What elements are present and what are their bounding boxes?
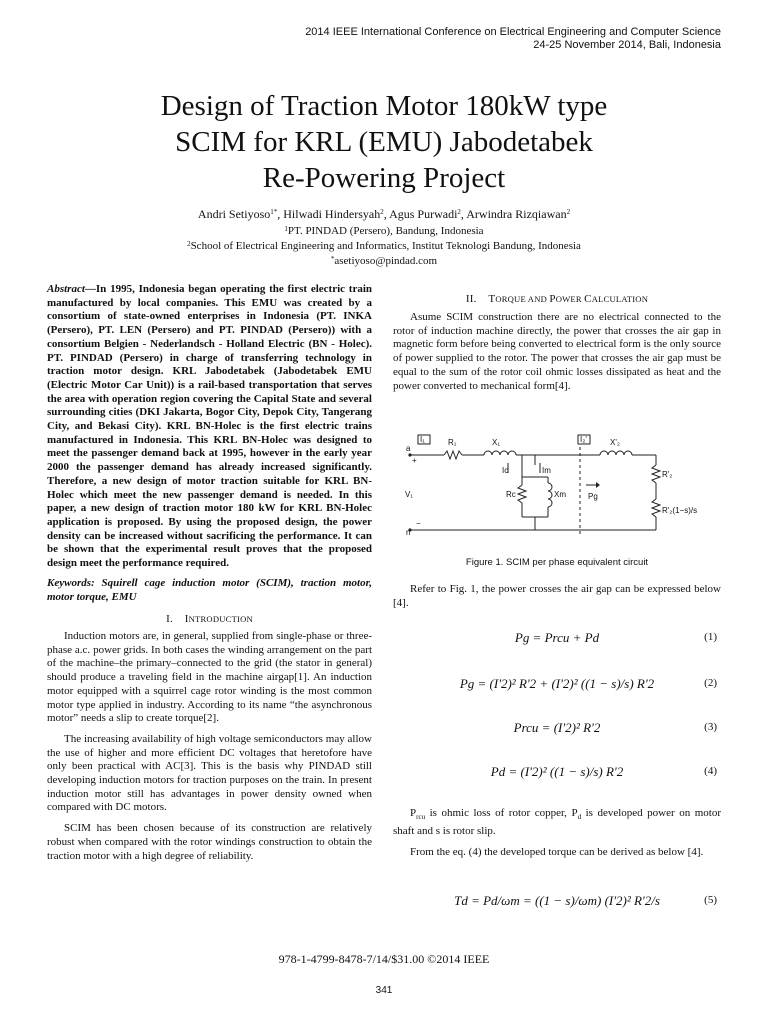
author: Hilwadi Hindersyah$^2$ [283, 207, 384, 221]
equation-2 [393, 672, 721, 698]
paragraph: SCIM has been chosen because of its construction are relatively robust when compared with the rotor windings construction to obtain the traction motor with a high degree of reliability. [47, 822, 372, 862]
r1-label: R₁ [448, 438, 457, 447]
r2-load-label: R'₂(1−s)/s [662, 506, 698, 515]
i1-label: I₁ [420, 435, 425, 444]
xm-label: Xm [554, 490, 566, 499]
equation-number: (4) [704, 765, 717, 777]
author: Andri Setiyoso$^{1*}$ [197, 207, 278, 221]
author-list: Andri Setiyoso$^{1*}$, Hilwadi Hindersyah$^2$, Agus Purwadi$^2$, Arwindra Rizqiawan$^2$ [197, 207, 571, 221]
author: Arwindra Rizqiawan$^2$ [466, 207, 571, 221]
node-n-label: n [406, 528, 411, 537]
plus-label: + [412, 456, 417, 465]
paper-title [60, 88, 708, 196]
conference-name: 2014 IEEE International Conference on Electrical Engineering and Computer Science [305, 26, 721, 38]
paragraph: Induction motors are, in general, supplied from single-phase or three-phase a.c. power grids. In both cases the winding arrangement on the part of the machine–the primary–connected to the grid (the stator in general) should produce a traveling field in the machine airgap[1]. An induction motor equipped with a squirrel cage rotor winding is the most common motor type applied in industry. According to its name “the asynchronous motor” needs a slip to create torque[2]. [47, 630, 372, 725]
equation-4 [393, 760, 721, 786]
equation-text: Pg = Prcu + Pd [514, 630, 600, 645]
section2-paragraph-2: Refer to Fig. 1, the power crosses the air gap can be expressed below [4]. [393, 583, 721, 609]
section2-paragraph-3: $P_{rcu}$ is ohmic loss of rotor copper, $P_d$ is developed power on motor shaft and s is rotor slip. From the eq. (4) the developed torque can be derived as below [4]. [393, 807, 721, 858]
ic-label: Ic [502, 466, 509, 475]
equation-text: Td = Pd/ωm = ((1 − s)/ωm) (I'2)² R'2/s [454, 893, 660, 908]
x1-label: X₁ [492, 438, 501, 447]
equation-1 [393, 626, 721, 652]
abstract-text: —In 1995, Indonesia began operating the first electric train manufactured by local companies. This EMU was created by a consortium of state-owned enterprises in Indonesia (PT. INKA (Persero), PT. LEN (Persero) and PT. PINDAD (Persero)) with a consortium Belgien - Nederlandsch - Holland Electric (BN - Holec). PT. PINDAD (Persero) in charge of transferring technology in traction motor design. KRL Jabodetabek (Jabodetabek EMU (Electric Motor Car Unit)) is a rail-based transportation that serves the area with operation region covering the Capital State and several surrounding cities (DKI Jakarta, Bogor City, Depok City, Tangerang City, and Bekasi City). KRL BN-Holec is the first electric trains manufactured in Indonesia. This KRL BN-Holec was designed to meet the passenger demand back at 1995, however in the early year 2000 the passenger demand has already increased significantly. Therefore, a new design of motor traction suitable for KRL BN-Holec which meet the new passenger demand is needed. In this paper, a new design of traction motor 180 kW for KRL BN-Holec application is proposed. By using the proposed design, the power density can be increased without sacrificing the performance. It can be shown that the experimental result proves that the proposed design meet the performance required. [47, 283, 372, 570]
section-heading-torque-power: II. TORQUE AND POWER CALCULATION [465, 293, 649, 305]
im-label: Im [542, 466, 551, 475]
equation-3 [393, 716, 721, 742]
title-line-1: Design of Traction Motor 180kW type [160, 90, 608, 122]
keywords-text: Squirell cage induction motor (SCIM), traction motor, motor torque, EMU [47, 577, 372, 603]
rc-label: Rc [506, 490, 516, 499]
equation-number: (3) [704, 721, 717, 733]
keywords-label: Keywords: [47, 577, 95, 589]
equivalent-circuit-figure [400, 425, 720, 555]
section-heading-introduction: I. INTRODUCTION [166, 613, 253, 625]
title-line-2: SCIM for KRL (EMU) Jabodetabek [175, 126, 593, 158]
conference-header [305, 26, 721, 52]
node-a-label: a [406, 444, 411, 453]
pg-label: Pg [588, 492, 598, 501]
paragraph: The increasing availability of high voltage semiconductors may allow the use of higher and more efficient DC voltages that heretofore have only been practical with AC[3]. This is the basis why PINDAD still developing induction motors for traction purposes on the train. In present induction motor still has advantages in power density owned when compared with DC motors. [47, 732, 372, 814]
page-number: 341 [375, 985, 393, 996]
title-line-3: Re-Powering Project [262, 162, 506, 194]
section2-paragraph-1: Asume SCIM construction there are no electrical connected to the rotor of induction machine directly, the power that crosses the air gap in magnetic form before being converted to electrical form is the only source of power supplied to the rotor. The power that crosses the air gap must be equal to the sum of the rotor coil ohmic losses dissipated as heat and the power converted to mechanical form[4]. [393, 311, 721, 392]
copyright-footer: 978-1-4799-8478-7/14/$31.00 ©2014 IEEE [278, 952, 490, 966]
equation-text: Prcu = (I'2)² R'2 [513, 720, 601, 735]
i2-label: I₂' [580, 435, 587, 444]
affiliation-1: $^1$PT. PINDAD (Persero), Bandung, Indonesia [284, 225, 484, 237]
abstract [47, 283, 372, 571]
r2-label: R'₂ [662, 470, 673, 479]
x2-label: X'₂ [610, 438, 620, 447]
minus-label: − [416, 519, 421, 528]
equation-number: (5) [704, 894, 717, 906]
equation-5 [393, 889, 721, 915]
conference-date: 24-25 November 2014, Bali, Indonesia [533, 39, 721, 51]
abstract-label: Abstract [47, 283, 85, 295]
equation-text: Pg = (I'2)² R'2 + (I'2)² ((1 − s)/s) R'2 [459, 676, 655, 691]
equation-number: (2) [704, 677, 717, 689]
affiliation-2: $^2$School of Electrical Engineering and Informatics, Institut Teknologi Bandung, Indonesia [187, 240, 581, 252]
figure-caption: Figure 1. SCIM per phase equivalent circuit [465, 557, 649, 568]
equation-number: (1) [704, 631, 717, 643]
keywords [47, 577, 372, 604]
v1-label: V₁ [405, 490, 414, 499]
author-email: *asetiyoso@pindad.com [330, 255, 438, 267]
introduction-body [47, 630, 372, 863]
author: Agus Purwadi$^2$ [389, 207, 461, 221]
equation-text: Pd = (I'2)² ((1 − s)/s) R'2 [490, 764, 624, 779]
